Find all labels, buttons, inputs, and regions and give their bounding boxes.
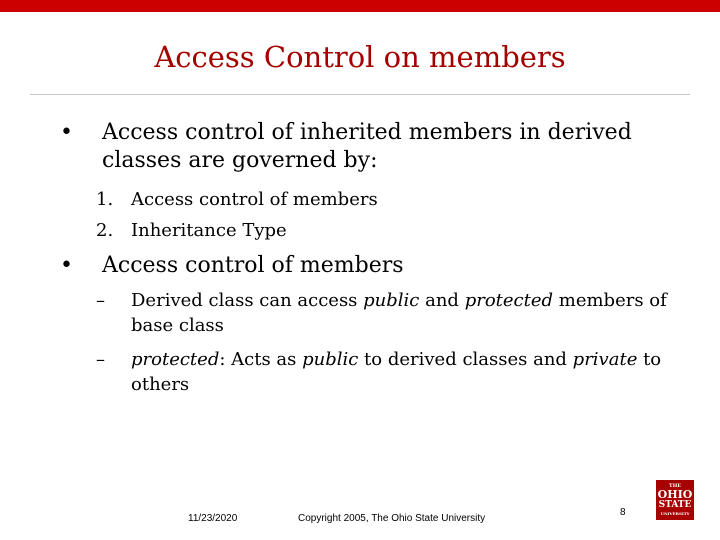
numbered-item: Access control of members [131,189,378,210]
dash-item [131,288,691,338]
text-run: : Acts as [219,349,303,370]
footer-date: 11/23/2020 [188,513,238,524]
keyword-protected: protected [131,349,220,370]
logo-line: STATE [658,500,692,510]
keyword-public: public [302,349,359,370]
numbered-marker: 1. [96,189,114,210]
numbered-marker: 2. [96,220,114,241]
logo-line: THE [668,483,682,489]
title-divider [30,94,690,95]
university-logo [656,480,694,520]
dash-marker: – [96,290,105,311]
dash-item [131,347,691,397]
text-run: Derived class can access [131,290,364,311]
dash-marker: – [96,349,105,370]
bullet-text: Access control of members [102,253,404,278]
text-run: to derived classes and [358,349,573,370]
logo-line: UNIVERSITY [660,511,690,516]
footer-copyright: Copyright 2005, The Ohio State University [298,513,486,524]
keyword-protected: protected [464,290,554,311]
keyword-public: public [363,290,420,311]
keyword-private: private [572,349,638,370]
numbered-item: Inheritance Type [131,220,287,241]
text-run: to others [131,349,662,395]
text-run: and [419,290,465,311]
top-accent-bar [0,0,720,12]
logo-line: OHIO [657,488,693,501]
bullet-text: Access control of inherited members in derived classes are governed by: [102,120,632,173]
page-number: 8 [620,507,626,518]
bullet-marker: • [60,253,73,278]
bullet-marker: • [60,120,73,145]
slide-title: Access Control on members [154,40,566,74]
text-run: members of base class [131,290,667,336]
